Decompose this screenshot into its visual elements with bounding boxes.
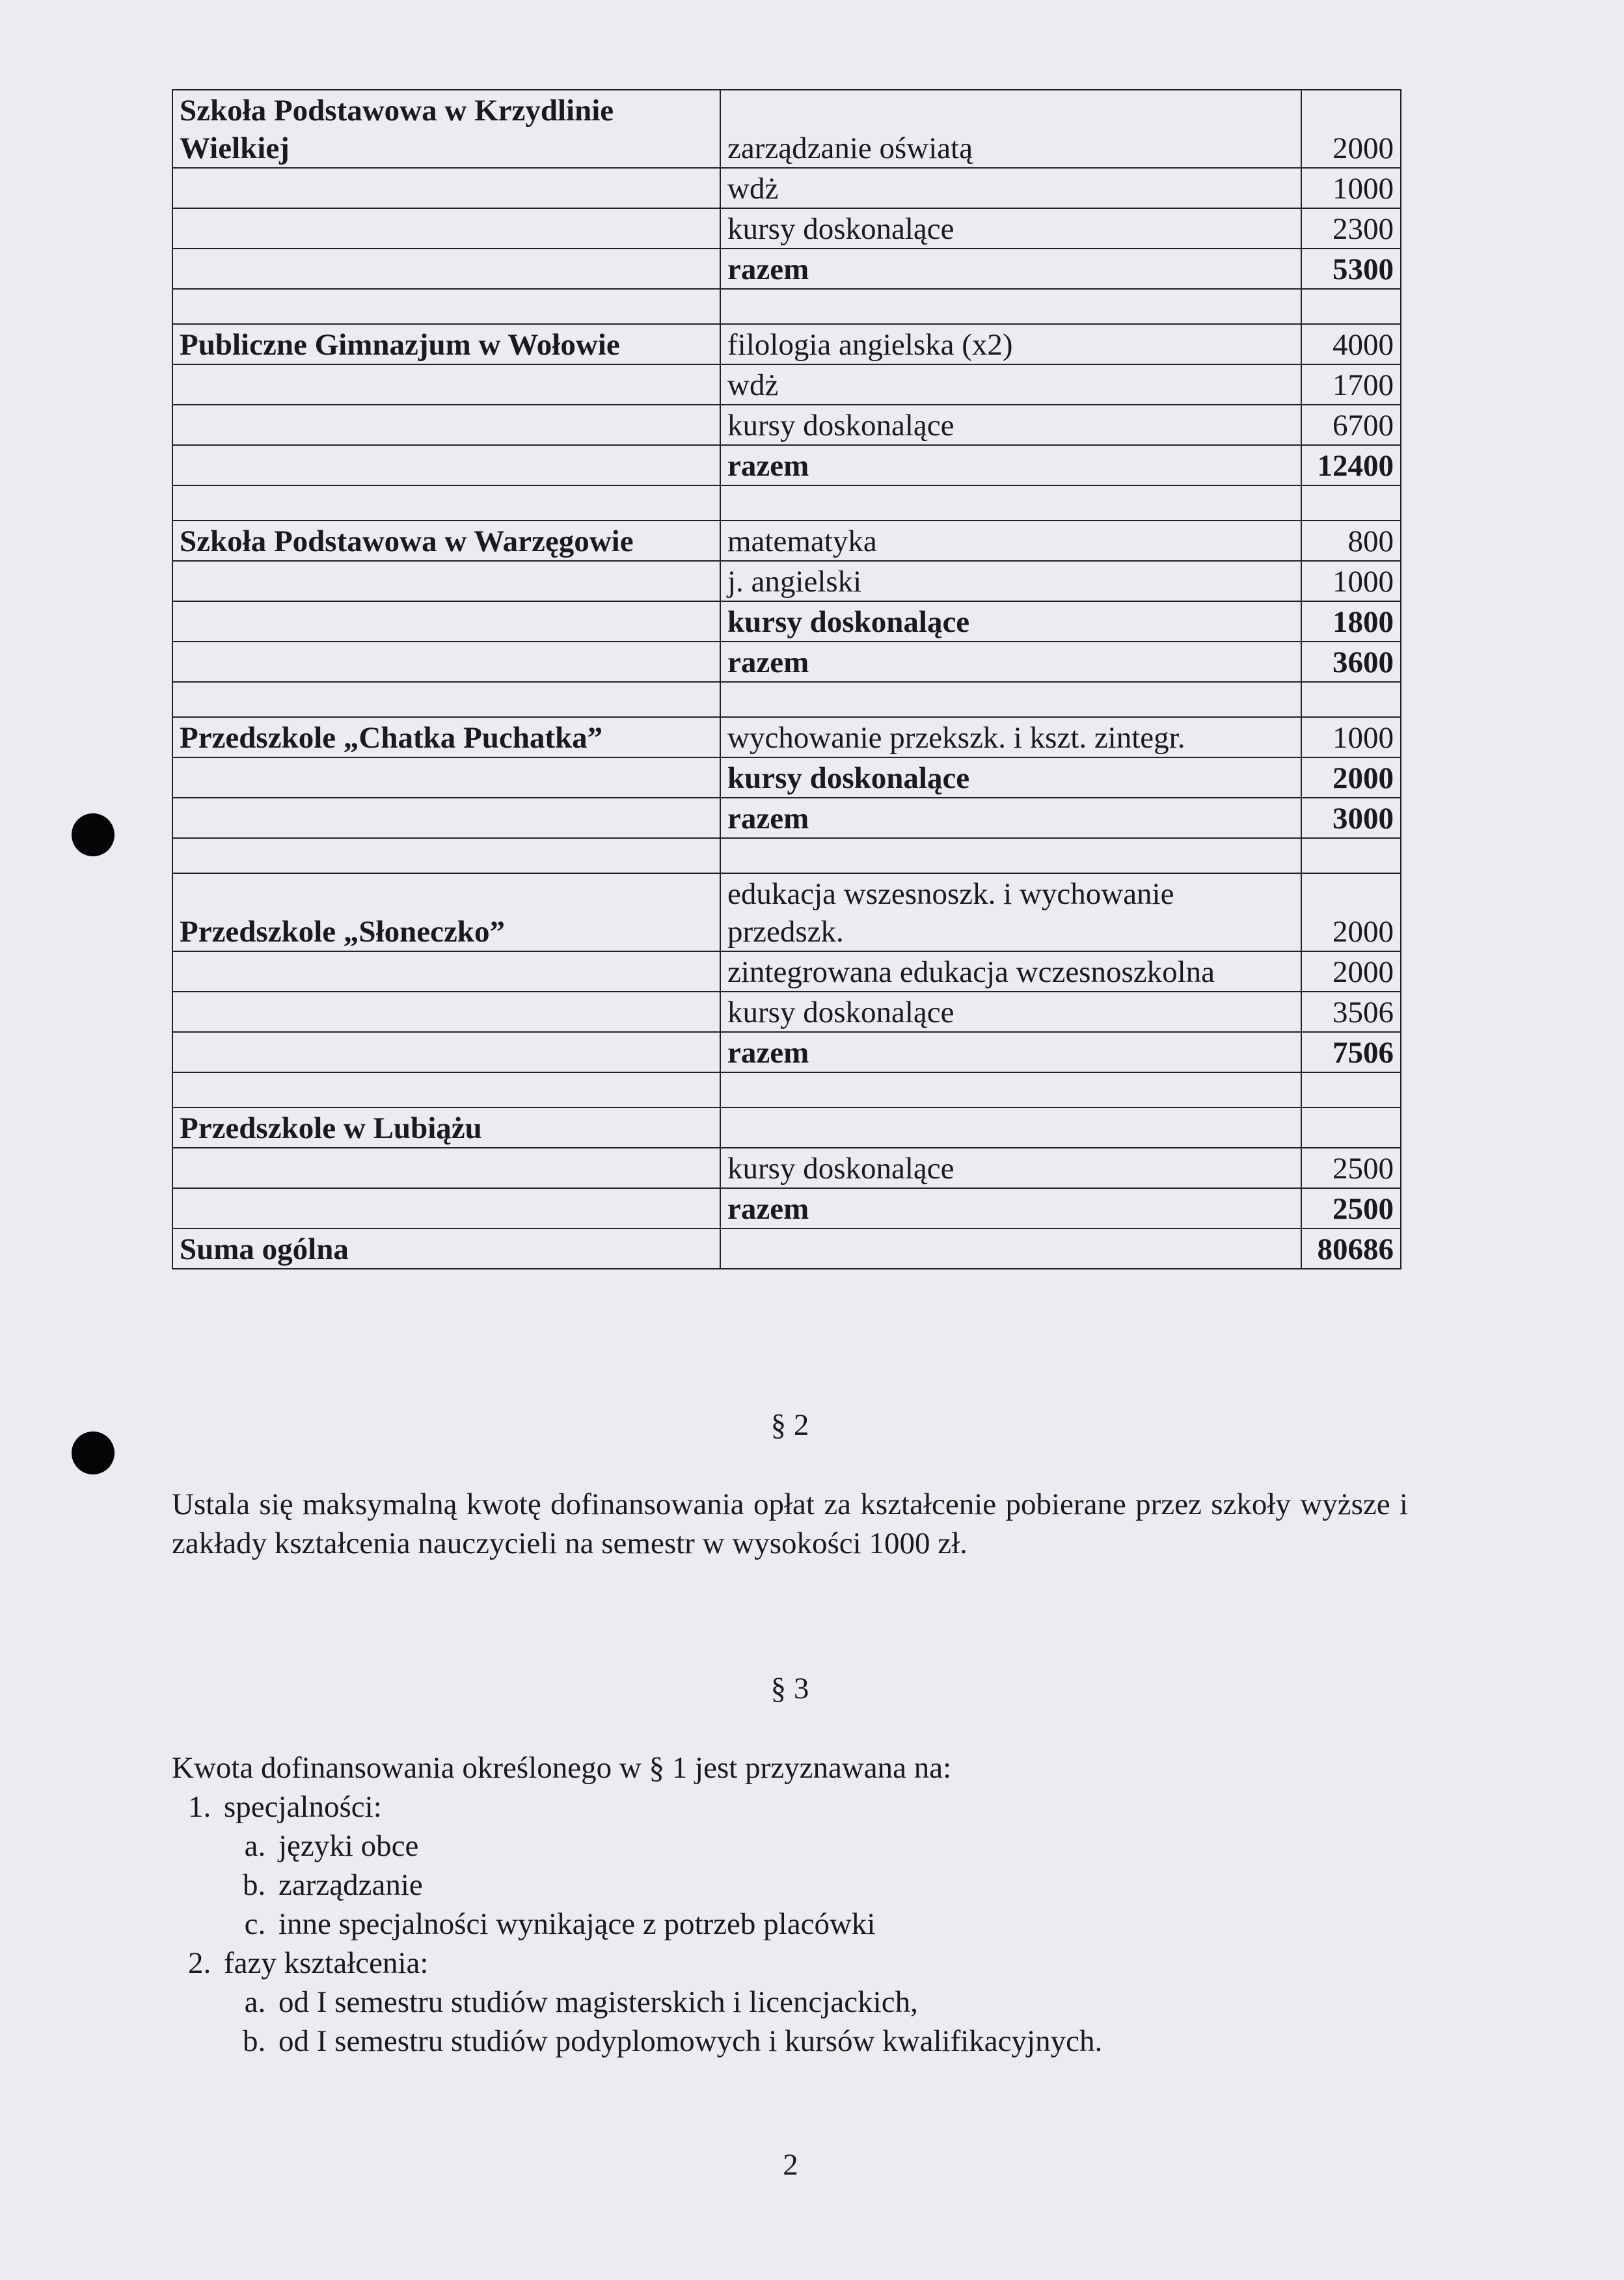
subject-cell: kursy doskonalące	[720, 757, 1301, 798]
section-3-list	[172, 1787, 1408, 2061]
amount-cell	[1301, 1072, 1401, 1107]
subject-cell	[720, 1072, 1301, 1107]
subject-cell: matematyka	[720, 521, 1301, 561]
amount-cell: 3000	[1301, 798, 1401, 838]
subject-cell: razem	[720, 1032, 1301, 1072]
table-row	[172, 601, 1401, 642]
sub-list	[224, 1826, 1408, 1944]
table-row	[172, 682, 1401, 717]
table-row	[172, 951, 1401, 992]
table-row	[172, 798, 1401, 838]
amount-cell: 1000	[1301, 717, 1401, 757]
amount-cell: 2500	[1301, 1148, 1401, 1188]
amount-cell: 2000	[1301, 951, 1401, 992]
school-name-cell: Suma ogólna	[172, 1228, 720, 1269]
table-row	[172, 1188, 1401, 1228]
amount-cell: 2300	[1301, 208, 1401, 249]
amount-cell: 1000	[1301, 168, 1401, 208]
sub-list-item: c. inne specjalności wynikające z potrzeb placówki	[273, 1905, 1408, 1944]
table-row	[172, 1148, 1401, 1188]
subject-cell	[720, 838, 1301, 873]
school-name-cell: Przedszkole „Słoneczko”	[172, 873, 720, 951]
section-2	[172, 1405, 1408, 1563]
sub-list-item: b. zarządzanie	[273, 1866, 1408, 1905]
table-row	[172, 717, 1401, 757]
funding-table	[172, 89, 1401, 1269]
subject-cell: razem	[720, 798, 1301, 838]
school-name-cell	[172, 1032, 720, 1072]
school-name-cell	[172, 561, 720, 601]
sub-list	[224, 1983, 1408, 2061]
school-name-cell	[172, 249, 720, 289]
school-name-cell	[172, 992, 720, 1032]
school-name-cell: Przedszkole „Chatka Puchatka”	[172, 717, 720, 757]
amount-cell: 3600	[1301, 642, 1401, 682]
section-3-intro: Kwota dofinansowania określonego w § 1 jest przyznawana na:	[172, 1751, 952, 1785]
sub-list-item: a. od I semestru studiów magisterskich i licencjackich,	[273, 1983, 1408, 2022]
school-name-cell: Przedszkole w Lubiążu	[172, 1107, 720, 1148]
table-row	[172, 642, 1401, 682]
school-name-cell: Szkoła Podstawowa w Krzydlinie Wielkiej	[172, 90, 720, 168]
table-row	[172, 873, 1401, 951]
amount-cell	[1301, 1107, 1401, 1148]
funding-table-body	[172, 90, 1401, 1269]
amount-cell	[1301, 289, 1401, 324]
subject-cell: wdż	[720, 364, 1301, 405]
school-name-cell	[172, 642, 720, 682]
school-name-cell	[172, 168, 720, 208]
school-name-cell	[172, 838, 720, 873]
subject-cell	[720, 485, 1301, 521]
table-row	[172, 445, 1401, 485]
table-row	[172, 249, 1401, 289]
subject-cell: kursy doskonalące	[720, 208, 1301, 249]
subject-cell: razem	[720, 1188, 1301, 1228]
school-name-cell	[172, 289, 720, 324]
amount-cell: 12400	[1301, 445, 1401, 485]
school-name-cell	[172, 208, 720, 249]
amount-cell: 2500	[1301, 1188, 1401, 1228]
school-name-cell	[172, 1188, 720, 1228]
amount-cell: 1000	[1301, 561, 1401, 601]
school-name-cell: Szkoła Podstawowa w Warzęgowie	[172, 521, 720, 561]
subject-cell	[720, 682, 1301, 717]
table-row	[172, 561, 1401, 601]
section-3-heading: § 3	[770, 1672, 809, 1705]
school-name-cell	[172, 445, 720, 485]
table-row	[172, 485, 1401, 521]
section-3	[172, 1669, 1408, 2061]
table-row	[172, 208, 1401, 249]
amount-cell: 80686	[1301, 1228, 1401, 1269]
list-item	[219, 1787, 1408, 1944]
amount-cell	[1301, 838, 1401, 873]
subject-cell: edukacja wszesnoszk. i wychowanie przedszk.	[720, 873, 1301, 951]
school-name-cell	[172, 1148, 720, 1188]
page-number: 2	[783, 2148, 798, 2182]
amount-cell: 2000	[1301, 90, 1401, 168]
subject-cell: razem	[720, 642, 1301, 682]
school-name-cell	[172, 405, 720, 445]
amount-cell	[1301, 485, 1401, 521]
sub-list-item: a. języki obce	[273, 1826, 1408, 1866]
table-row	[172, 1032, 1401, 1072]
school-name-cell	[172, 798, 720, 838]
table-row	[172, 521, 1401, 561]
table-row	[172, 168, 1401, 208]
punch-hole-bottom	[72, 1432, 115, 1474]
punch-hole-top	[72, 813, 115, 856]
table-row	[172, 90, 1401, 168]
sub-list-item: b. od I semestru studiów podyplomowych i kursów kwalifikacyjnych.	[273, 2022, 1408, 2061]
table-row	[172, 992, 1401, 1032]
subject-cell	[720, 289, 1301, 324]
school-name-cell: Publiczne Gimnazjum w Wołowie	[172, 324, 720, 364]
subject-cell: wychowanie przekszk. i kszt. zintegr.	[720, 717, 1301, 757]
school-name-cell	[172, 364, 720, 405]
school-name-cell	[172, 601, 720, 642]
subject-cell: kursy doskonalące	[720, 992, 1301, 1032]
table-row	[172, 289, 1401, 324]
table-row	[172, 838, 1401, 873]
amount-cell: 5300	[1301, 249, 1401, 289]
amount-cell: 6700	[1301, 405, 1401, 445]
subject-cell: razem	[720, 249, 1301, 289]
subject-cell: zintegrowana edukacja wczesnoszkolna	[720, 951, 1301, 992]
list-item	[219, 1944, 1408, 2061]
school-name-cell	[172, 485, 720, 521]
list-item-label: specjalności:	[224, 1790, 382, 1824]
table-row	[172, 364, 1401, 405]
section-2-heading: § 2	[770, 1408, 809, 1442]
school-name-cell	[172, 682, 720, 717]
subject-cell: kursy doskonalące	[720, 601, 1301, 642]
amount-cell: 7506	[1301, 1032, 1401, 1072]
subject-cell: razem	[720, 445, 1301, 485]
table-row	[172, 1107, 1401, 1148]
amount-cell: 2000	[1301, 757, 1401, 798]
table-row	[172, 757, 1401, 798]
subject-cell: kursy doskonalące	[720, 405, 1301, 445]
subject-cell: j. angielski	[720, 561, 1301, 601]
table-row	[172, 1228, 1401, 1269]
table-row	[172, 405, 1401, 445]
subject-cell	[720, 1107, 1301, 1148]
table-row	[172, 324, 1401, 364]
amount-cell: 2000	[1301, 873, 1401, 951]
amount-cell: 1700	[1301, 364, 1401, 405]
section-2-text: Ustala się maksymalną kwotę dofinansowania opłat za kształcenie pobierane przez szkoły wyższe i zakłady kształcenia nauczycieli na semestr w wysokości 1000 zł.	[172, 1487, 1408, 1560]
subject-cell: zarządzanie oświatą	[720, 90, 1301, 168]
school-name-cell	[172, 1072, 720, 1107]
subject-cell: filologia angielska (x2)	[720, 324, 1301, 364]
school-name-cell	[172, 951, 720, 992]
subject-cell: kursy doskonalące	[720, 1148, 1301, 1188]
amount-cell: 4000	[1301, 324, 1401, 364]
amount-cell: 3506	[1301, 992, 1401, 1032]
subject-cell: wdż	[720, 168, 1301, 208]
subject-cell	[720, 1228, 1301, 1269]
amount-cell: 1800	[1301, 601, 1401, 642]
school-name-cell	[172, 757, 720, 798]
table-row	[172, 1072, 1401, 1107]
list-item-label: fazy kształcenia:	[224, 1946, 429, 1980]
amount-cell: 800	[1301, 521, 1401, 561]
amount-cell	[1301, 682, 1401, 717]
